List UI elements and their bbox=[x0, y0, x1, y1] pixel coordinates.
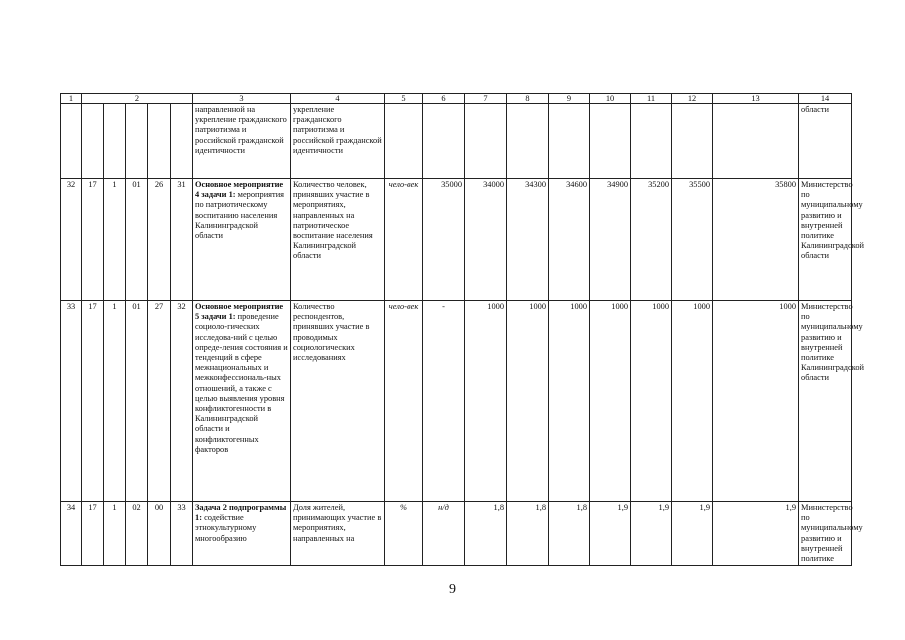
value-cell: 1,9 bbox=[672, 502, 713, 566]
code-cell bbox=[171, 104, 193, 179]
page-number: 9 bbox=[449, 582, 456, 597]
activity-title: Задача 2 подпрограммы 1: bbox=[195, 503, 287, 523]
value-cell bbox=[549, 104, 590, 179]
indicator-cell: Количество человек, принявших участие в мероприятиях, направленных на патриотическое воспитание населения Калининградской области bbox=[291, 179, 385, 301]
code-cell bbox=[82, 104, 104, 179]
activity-text: проведение социоло-гических исследова-ний с целью опреде-ления состояния и тенденций в сфере межнациональных и межконфессиональ-ных отношений, а также с целью выявления уровня конфликтогенности в Калининградской области и конфликтогенных факторов bbox=[195, 312, 288, 454]
value-cell: 1,8 bbox=[507, 502, 549, 566]
activity-title: Основное мероприятие 4 задачи 1: bbox=[195, 180, 284, 200]
value-cell: 1,9 bbox=[631, 502, 672, 566]
code-cell: 01 bbox=[126, 179, 148, 301]
header-cell: 10 bbox=[590, 94, 631, 104]
code-cell: 31 bbox=[171, 179, 193, 301]
code-cell: 17 bbox=[82, 301, 104, 502]
indicator-cell: Количество респондентов, принявших участие в проводимых социологических исследованиях bbox=[291, 301, 385, 502]
value-cell bbox=[507, 104, 549, 179]
header-cell: 11 bbox=[631, 94, 672, 104]
value-cell: 1,8 bbox=[549, 502, 590, 566]
value-cell: 1000 bbox=[713, 301, 799, 502]
value-cell: 34600 bbox=[549, 179, 590, 301]
code-cell: 1 bbox=[104, 301, 126, 502]
header-cell: 5 bbox=[385, 94, 423, 104]
activity-text: мероприятия по патриотическому воспитанию населения Калининградской области bbox=[195, 190, 285, 241]
activity-cell bbox=[193, 301, 291, 502]
value-cell: 35000 bbox=[423, 179, 465, 301]
code-cell bbox=[61, 104, 82, 179]
activity-cell bbox=[193, 502, 291, 566]
activity-text: содействие этнокультурному многообразию bbox=[195, 513, 257, 543]
responsible-cell: Министерство по муниципальному развитию и внутренней политике Калининградской области bbox=[799, 301, 852, 502]
activity-text: направленной на укрепление гражданского патриотизма и российской гражданской идентичности bbox=[195, 105, 287, 155]
value-cell: 34900 bbox=[590, 179, 631, 301]
unit-cell bbox=[385, 104, 423, 179]
value-cell bbox=[590, 104, 631, 179]
header-cell: 9 bbox=[549, 94, 590, 104]
value-cell: 35800 bbox=[713, 179, 799, 301]
code-cell: 33 bbox=[61, 301, 82, 502]
value-cell bbox=[672, 104, 713, 179]
activity-title: Основное мероприятие 5 задачи 1: bbox=[195, 302, 284, 322]
header-cell: 8 bbox=[507, 94, 549, 104]
value-cell bbox=[713, 104, 799, 179]
unit-cell: чело-век bbox=[385, 301, 423, 502]
code-cell: 33 bbox=[171, 502, 193, 566]
header-cell: 14 bbox=[799, 94, 852, 104]
value-cell bbox=[631, 104, 672, 179]
code-cell: 34 bbox=[61, 502, 82, 566]
code-cell: 17 bbox=[82, 179, 104, 301]
table-row bbox=[61, 104, 852, 179]
value-cell: 1,9 bbox=[713, 502, 799, 566]
header-cell: 2 bbox=[82, 94, 193, 104]
activity-cell bbox=[193, 179, 291, 301]
code-cell bbox=[104, 104, 126, 179]
table-row bbox=[61, 502, 852, 566]
header-cell: 1 bbox=[61, 94, 82, 104]
header-row bbox=[61, 94, 852, 104]
value-cell: 35500 bbox=[672, 179, 713, 301]
unit-cell: % bbox=[385, 502, 423, 566]
code-cell: 01 bbox=[126, 301, 148, 502]
value-cell: 1000 bbox=[672, 301, 713, 502]
value-cell bbox=[465, 104, 507, 179]
table-row bbox=[61, 179, 852, 301]
value-cell: 1000 bbox=[549, 301, 590, 502]
code-cell bbox=[148, 104, 171, 179]
header-cell: 4 bbox=[291, 94, 385, 104]
code-cell bbox=[126, 104, 148, 179]
value-cell: 1,8 bbox=[465, 502, 507, 566]
header-cell: 7 bbox=[465, 94, 507, 104]
responsible-cell: Министерство по муниципальному развитию и внутренней политике Калининградской области bbox=[799, 179, 852, 301]
value-cell: 1000 bbox=[631, 301, 672, 502]
code-cell: 32 bbox=[171, 301, 193, 502]
indicators-table bbox=[60, 93, 865, 566]
value-cell: 1,9 bbox=[590, 502, 631, 566]
responsible-cell: Министерство по муниципальному развитию и внутренней политике bbox=[799, 502, 852, 566]
value-cell: 35200 bbox=[631, 179, 672, 301]
code-cell: 17 bbox=[82, 502, 104, 566]
value-cell: 34000 bbox=[465, 179, 507, 301]
header-cell: 6 bbox=[423, 94, 465, 104]
activity-cell bbox=[193, 104, 291, 179]
code-cell: 00 bbox=[148, 502, 171, 566]
value-cell: 34300 bbox=[507, 179, 549, 301]
unit-cell: чело-век bbox=[385, 179, 423, 301]
table-row bbox=[61, 301, 852, 502]
value-cell: 1000 bbox=[507, 301, 549, 502]
code-cell: 02 bbox=[126, 502, 148, 566]
code-cell: 27 bbox=[148, 301, 171, 502]
header-cell: 13 bbox=[713, 94, 799, 104]
indicator-cell: Доля жителей, принимающих участие в мероприятиях, направленных на bbox=[291, 502, 385, 566]
header-cell: 12 bbox=[672, 94, 713, 104]
value-cell: 1000 bbox=[590, 301, 631, 502]
code-cell: 1 bbox=[104, 179, 126, 301]
header-cell: 3 bbox=[193, 94, 291, 104]
responsible-cell: области bbox=[799, 104, 852, 179]
value-cell bbox=[423, 104, 465, 179]
code-cell: 32 bbox=[61, 179, 82, 301]
code-cell: 1 bbox=[104, 502, 126, 566]
code-cell: 26 bbox=[148, 179, 171, 301]
value-cell: - bbox=[423, 301, 465, 502]
indicator-cell: укрепление гражданского патриотизма и российской гражданской идентичности bbox=[291, 104, 385, 179]
value-cell: 1000 bbox=[465, 301, 507, 502]
value-cell: н/д bbox=[423, 502, 465, 566]
